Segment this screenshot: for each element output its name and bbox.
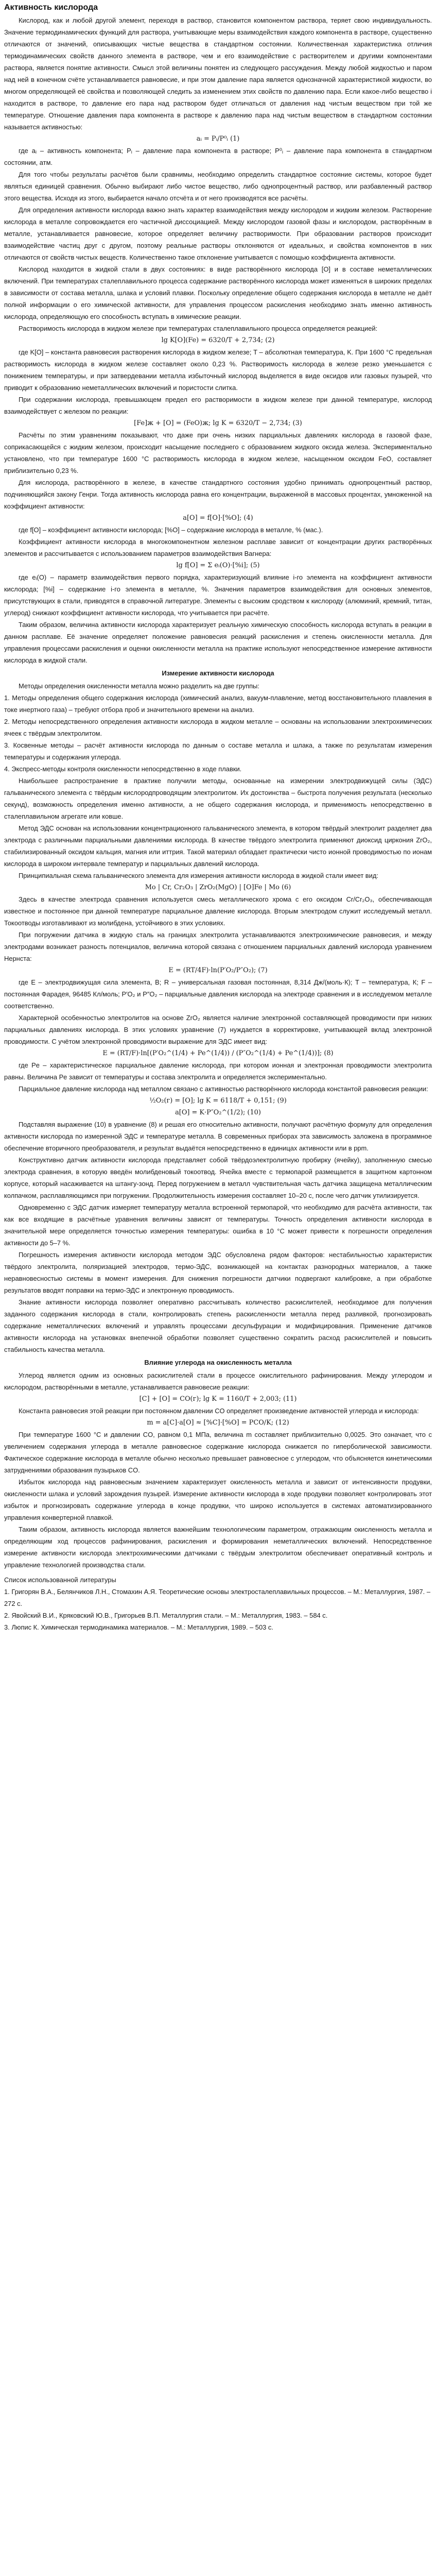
paragraph: Кислород, как и любой другой элемент, переходя в раствор, становится компонентом раствора, теряет свою индивидуальность. Значение термодинамических функций для раствора, учитывающие меры взаимодействия каждого компонента в растворе, существенно отличаются от значений, описывающих чистые вещества в стандартном состоянии. Количественная характеристика отличия термодинамических свойств данного элемента в растворе, чем и его взаимодействие с растворителем и другими компонентами раствора, является понятие активности. Смысл этой величины понятен из следующего рассуждения. Между любой жидкостью и паром над ней в конечном счёте устанавливается равновесие, и при этом давление пара является однозначной характеристикой жидкости, во многом определяющей её свойства и позволяющей следить за изменением этих свойств по давлению пара. Если какое-либо вещество i находится в растворе, то давление его пара над раствором будет отличаться от давления над чистым веществом при той же температуре. Отношение давления пара компонента в растворе к давлению пара над чистым веществом в стандартном состоянии называется активностью:	[4, 16, 432, 131]
paragraph: Метод ЭДС основан на использовании концентрационного гальванического элемента, в котором твёрдый электролит разделяет два электрода с различными парциальными давлениями кислорода. В качестве твёрдого электролита применяют диоксид циркония ZrO₂, стабилизированный оксидом кальция, магния или иттрия. Такой материал обладает практически чисто ионной проводимостью по ионам кислорода в широком интервале температур и парциальных давлений кислорода.	[4, 824, 432, 868]
paragraph: где E – электродвижущая сила элемента, В; R – универсальная газовая постоянная, 8,314 Дж/(моль·К); T – температура, К; F – постоянная Фарадея, 96485 Кл/моль; P′O₂ и P″O₂ – парциальные давления кислорода на электроде сравнения и в исследуемом металле соответственно.	[4, 978, 432, 1010]
list-item: 4. Экспресс-методы контроля окисленности непосредственно в ходе плавки.	[4, 765, 242, 773]
paragraph: Расчёты по этим уравнениям показывают, что даже при очень низких парциальных давлениях кислорода в газовой фазе, соприкасающейся с жидким железом, происходит насыщение последнего с образованием жидкого оксида железа. Экспериментально установлено, что при температуре 1600 °С растворимость кислорода в жидком железе, насыщенном оксидом FeO, составляет приблизительно 0,23 %.	[4, 431, 432, 474]
paragraph: Растворимость кислорода в жидком железе при температурах сталеплавильного процесса определяется реакцией:	[19, 325, 378, 332]
list-item: 3. Косвенные методы – расчёт активности кислорода по данным о составе металла и шлака, а также по результатам измерения температуры и содержания углерода.	[4, 741, 432, 761]
formula: E = (RT/F)·ln[(P′O₂^(1/4) + Pe^(1/4)) / (P″O₂^(1/4) + Pe^(1/4))]; (8)	[102, 1049, 334, 1057]
paragraph: Углерод является одним из основных раскислителей стали в процессе окислительного рафинирования. Между углеродом и кислородом, растворёнными в металле, устанавливается равновесие реакции:	[4, 1371, 432, 1391]
references-list	[4, 1586, 432, 1633]
paragraph: Коэффициент активности кислорода в многокомпонентном железном расплаве зависит от концентрации других растворённых элементов и рассчитывается с использованием параметров взаимодействия Вагнера:	[4, 538, 432, 557]
reference-item: 3. Люпис К. Химическая термодинамика материалов. – М.: Металлургия, 1989. – 503 с.	[4, 1623, 273, 1631]
paragraph: Таким образом, активность кислорода является важнейшим технологическим параметром, отражающим окисленность металла и определяющим ход процессов рафинирования, раскисления и формирования неметаллических включений. Непосредственное измерение активности кислорода электрохимическими датчиками с твёрдым электролитом обеспечивает оперативный контроль и управление технологией производства стали.	[4, 1526, 432, 1569]
paragraph: Для кислорода, растворённого в железе, в качестве стандартного состояния удобно принимать однопроцентный раствор, подчиняющийся закону Генри. Тогда активность кислорода равна его концентрации, выраженной в массовых процентах, умноженной на коэффициент активности:	[4, 479, 432, 510]
list-item: 2. Методы непосредственного определения активности кислорода в жидком металле – основаны на использовании электрохимических ячеек с твёрдым электролитом.	[4, 718, 432, 737]
document-body	[4, 14, 432, 1571]
paragraph: Методы определения окисленности металла можно разделить на две группы:	[19, 682, 259, 690]
paragraph: Подставляя выражение (10) в уравнение (8) и решая его относительно активности, получают расчётную формулу для определения активности кислорода по измеренной ЭДС и температуре металла. В современных приборах эта зависимость заложена в программное обеспечение вторичного преобразователя, и результат выдаётся непосредственно в единицах активности или в ppm.	[4, 1121, 432, 1152]
paragraph: Погрешность измерения активности кислорода методом ЭДС обусловлена рядом факторов: нестабильностью характеристик твёрдого электролита, поляризацией электродов, термо-ЭДС, возникающей на контактах разнородных материалов, а также неравновесностью системы в момент измерения. Для снижения погрешности датчики подвергают калибровке, а при обработке результатов вводят поправки на термо-ЭДС и электронную проводимость.	[4, 1251, 432, 1294]
reference-item: 2. Явойский В.И., Кряковский Ю.В., Григорьев В.П. Металлургия стали. – М.: Металлургия, 1983. – 584 с.	[4, 1612, 328, 1619]
paragraph: где Pe – характеристическое парциальное давление кислорода, при котором ионная и электронная проводимости электролита равны. Величина Pe зависит от температуры и состава электролита и определяется экспериментально.	[4, 1061, 432, 1081]
paragraph: При температуре 1600 °С и давлении CO, равном 0,1 МПа, величина m составляет приблизительно 0,0025. Это означает, что с увеличением содержания углерода в металле равновесное содержание кислорода снижается по гиперболической зависимости. Фактическое содержание кислорода в металле обычно несколько превышает равновесное с углеродом, что объясняется кинетическими затруднениями образования пузырьков CO.	[4, 1431, 432, 1474]
formula: ½O₂(г) = [O]; lg K = 6118/T + 0,151; (9)	[149, 1097, 287, 1105]
reference-item: 1. Григорян В.А., Белянчиков Л.Н., Стомахин А.Я. Теоретические основы электросталеплавильных процессов. – М.: Металлургия, 1987. – 272 с.	[4, 1588, 431, 1607]
page-title: Активность кислорода	[4, 3, 98, 12]
paragraph: Характерной особенностью электролитов на основе ZrO₂ является наличие электронной составляющей проводимости при низких парциальных давлениях кислорода. В этих условиях уравнение (7) нуждается в корректировке, учитывающей вклад электронной проводимости. С учётом электронной проводимости выражение для ЭДС имеет вид:	[4, 1014, 432, 1045]
paragraph: Принципиальная схема гальванического элемента для измерения активности кислорода в жидкой стали имеет вид:	[19, 872, 378, 879]
formula: lg f[O] = Σ eᵢ(O)·[%i]; (5)	[176, 562, 260, 569]
references-title: Список использованной литературы	[4, 1576, 116, 1584]
formula: lg K[O](Fe) = 6320/T + 2,734; (2)	[161, 336, 275, 344]
paragraph: При содержании кислорода, превышающем предел его растворимости в жидком железе при данной температуре, кислород взаимодействует с железом по реакции:	[4, 396, 432, 415]
formula: [C] + [O] = CO(г); lg K = 1160/T + 2,003; (11)	[139, 1395, 297, 1403]
paragraph: Кислород находится в жидкой стали в двух состояниях: в виде растворённого кислорода [O] и в составе неметаллических включений. При температурах сталеплавильного процесса содержание растворённого кислорода может изменяться в широких пределах в зависимости от состава металла, шлака и условий плавки. Поскольку определение общего содержания кислорода в металле не даёт полной информации о его химической активности, для управления процессом раскисления необходимо знать именно активность кислорода, определяющую его способность вступать в химические реакции.	[4, 265, 432, 320]
section-heading: Измерение активности кислорода	[162, 669, 274, 677]
paragraph: При погружении датчика в жидкую сталь на границах электролита устанавливаются электрохимические равновесия, и между электродами возникает разность потенциалов, величина которой связана с отношением парциальных давлений кислорода уравнением Нернста:	[4, 931, 432, 962]
paragraph: Константа равновесия этой реакции при постоянном давлении CO определяет произведение активностей углерода и кислорода:	[19, 1407, 419, 1415]
formula: a[O] = K·P″O₂^(1/2); (10)	[175, 1109, 261, 1116]
paragraph: где f[O] – коэффициент активности кислорода; [%O] – содержание кислорода в металле, % (мас.).	[19, 526, 323, 534]
paragraph: где eᵢ(O) – параметр взаимодействия первого порядка, характеризующий влияние i-го элемента на коэффициент активности кислорода; [%i] – содержание i-го элемента в металле, %. Значения параметров взаимодействия для основных элементов, присутствующих в стали, приводятся в справочной литературе. Элементы с высоким сродством к кислороду (алюминий, кремний, титан, углерод) снижают коэффициент активности кислорода, что учитывается при расчёте.	[4, 573, 432, 617]
paragraph: Наибольшее распространение в практике получили методы, основанные на измерении электродвижущей силы (ЭДС) гальванического элемента с твёрдым кислородпроводящим электролитом. Их достоинства – быстрота получения результата (несколько секунд), возможность определения именно активности, а не общего содержания кислорода, и применимость непосредственно в сталеплавильном агрегате или ковше.	[4, 777, 432, 820]
formula: aᵢ = Pᵢ/P⁰ᵢ (1)	[196, 135, 240, 143]
paragraph: Одновременно с ЭДС датчик измеряет температуру металла встроенной термопарой, что необходимо для расчёта активности, так как все входящие в расчётные уравнения величины зависят от температуры. Точность определения активности кислорода в значительной мере определяется точностью измерения температуры: ошибка в 10 °С может привести к погрешности определения активности до 5–7 %.	[4, 1204, 432, 1247]
formula: E = (RT/4F)·ln(P′O₂/P″O₂); (7)	[168, 967, 268, 974]
paragraph: Знание активности кислорода позволяет оперативно рассчитывать количество раскислителей, необходимое для получения заданного содержания кислорода в стали, контролировать степень раскисленности металла перед разливкой, прогнозировать содержание неметаллических включений и управлять процессами десульфурации и модифицирования. Применение датчиков активности кислорода на установках внепечной обработки позволяет существенно сократить расход раскислителей и повысить стабильность качества металла.	[4, 1298, 432, 1353]
paragraph: Таким образом, величина активности кислорода характеризует реальную химическую способность кислорода вступать в реакции в данном расплаве. Её значение определяет положение равновесия реакций раскисления и степень окисленности металла. Для управления процессами раскисления и оценки окисленности металла на практике используют непосредственное измерение активности кислорода в жидкой стали.	[4, 621, 432, 664]
list-item: 1. Методы определения общего содержания кислорода (химический анализ, вакуум-плавление, метод восстановительного плавления в токе инертного газа) – требуют отбора проб и значительного времени на анализ.	[4, 694, 432, 714]
paragraph: Для определения активности кислорода важно знать характер взаимодействия между кислородом и жидким железом. Растворение кислорода в металле сопровождается его частичной диссоциацией. Между кислородом газовой фазы и кислородом, растворённым в металле, устанавливается равновесие, которое определяет величину растворимости. При образовании растворов происходит взаимодействие частиц друг с другом, поэтому реальные растворы отклоняются от идеальных, и свойства компонентов в них отличаются от свойств чистых веществ. Количественно такое отклонение учитывается с помощью коэффициента активности.	[4, 206, 432, 261]
formula: m = a[C]·a[O] ≈ [%C]·[%O] = PCO/K; (12)	[147, 1419, 289, 1427]
numbered-list	[4, 692, 432, 775]
paragraph: где K[O] – константа равновесия растворения кислорода в жидком железе; T – абсолютная температура, K. При 1600 °С предельная растворимость кислорода в жидком железе составляет около 0,23 %. Растворимость кислорода в железе резко уменьшается с понижением температуры, и при затвердевании металла избыточный кислород выделяется в виде оксидов или газовых пузырей, что приводит к образованию неметаллических включений и пористости слитка.	[4, 348, 432, 392]
paragraph: Конструктивно датчик активности кислорода представляет собой твёрдоэлектролитную пробирку (ячейку), заполненную смесью электрода сравнения, в которую введён молибденовый токоотвод. Ячейка вместе с термопарой размещается в защитном картонном корпусе, который насаживается на штангу-зонд. Перед погружением в металл чувствительная часть датчика защищена металлическим колпачком, расплавляющимся при погружении. Продолжительность измерения составляет 10–20 с, после чего датчик утилизируется.	[4, 1156, 432, 1199]
paragraph: Парциальное давление кислорода над металлом связано с активностью растворённого кислорода константой равновесия реакции:	[19, 1085, 428, 1093]
paragraph: где aᵢ – активность компонента; Pᵢ – давление пара компонента в растворе; P⁰ᵢ – давление пара компонента в стандартном состоянии, атм.	[4, 147, 432, 166]
paragraph: Для того чтобы результаты расчётов были сравнимы, необходимо определить стандартное состояние системы, которое будет являться единицей сравнения. Обычно выбирают либо чистое вещество, либо однопроцентный раствор, или разбавленный раствор этого вещества. Исходя из этого, выбирается начало отсчёта и от него производятся все расчёты.	[4, 171, 432, 202]
formula: a[O] = f[O]·[%O]; (4)	[183, 514, 253, 522]
formula: Mo | Cr, Cr₂O₃ | ZrO₂(MgO) | [O]Fe | Mo (6)	[145, 884, 291, 891]
section-heading: Влияние углерода на окисленность металла	[144, 1359, 292, 1366]
formula: [Fe]ж + [O] = (FeO)ж; lg K = 6320/T − 2,734; (3)	[134, 419, 302, 427]
paragraph: Избыток кислорода над равновесным значением характеризует окисленность металла и зависит от интенсивности продувки, окисленности шлака и условий зарождения пузырей. Измерение активности кислорода в ходе продувки позволяет контролировать этот избыток и прогнозировать содержание углерода в конце продувки, что широко используется в системах автоматизированного управления конвертерной плавкой.	[4, 1478, 432, 1521]
paragraph: Здесь в качестве электрода сравнения используется смесь металлического хрома с его оксидом Cr/Cr₂O₃, обеспечивающая известное и постоянное при данной температуре парциальное давление кислорода. Вторым электродом служит исследуемый металл. Токоотводы изготавливают из молибдена, устойчивого в этих условиях.	[4, 895, 432, 927]
